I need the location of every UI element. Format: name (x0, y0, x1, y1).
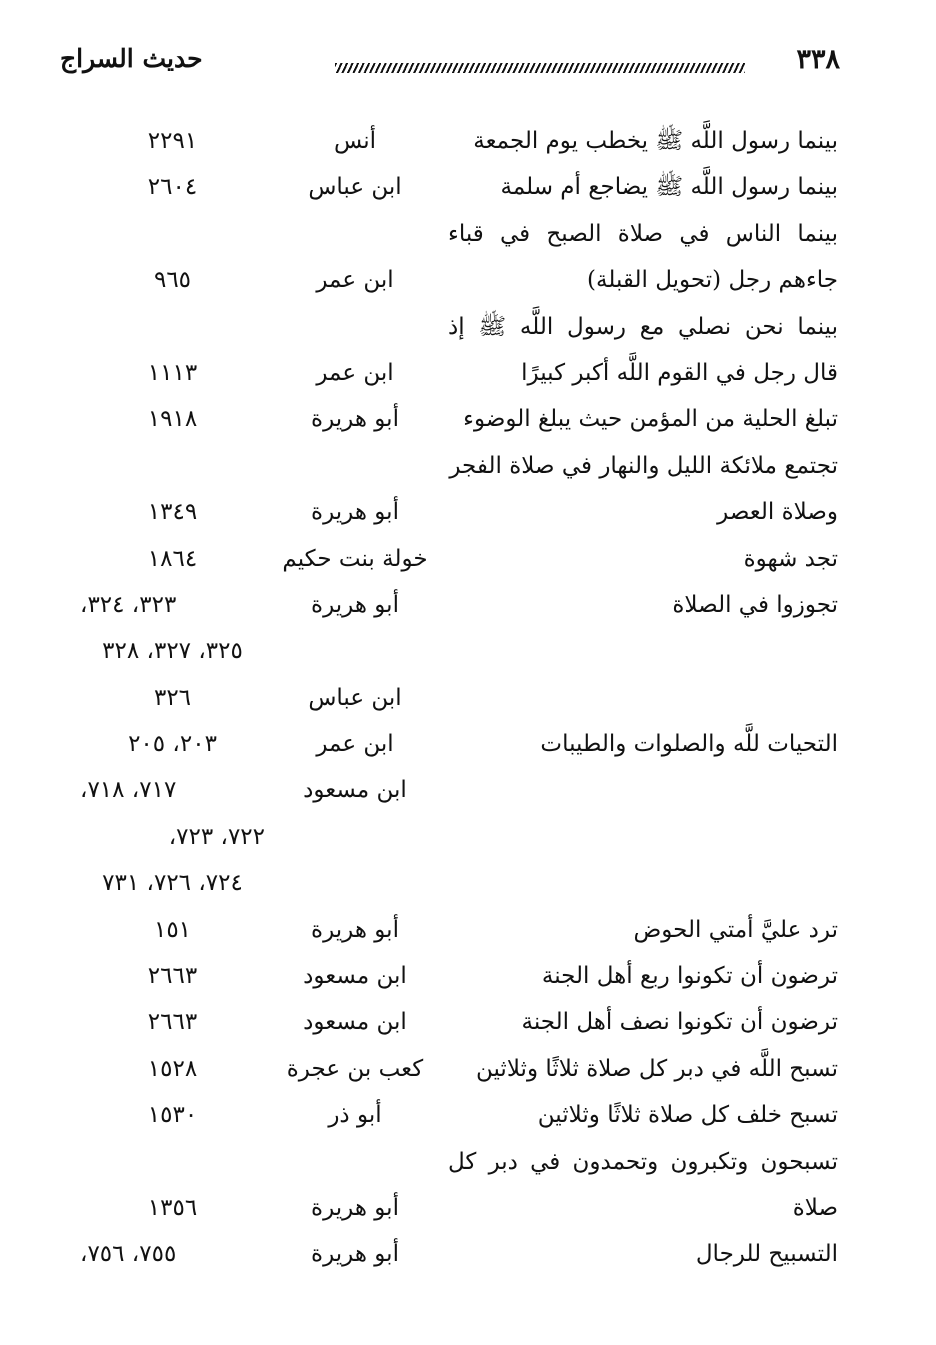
narrator: ابن مسعود (303, 963, 407, 990)
hadith-number: ٣٢٥، ٣٢٧، ٣٢٨ (102, 638, 243, 665)
hadith-text: وصلاة العصر (717, 499, 838, 526)
hadith-text: ترد عليَّ أمتي الحوض (633, 916, 838, 943)
hadith-number: ٢٦٦٣ (147, 963, 198, 990)
index-row (0, 118, 936, 164)
index-row (0, 443, 936, 489)
hadith-number: ٧٥٥، ٧٥٦، (80, 1241, 177, 1268)
hadith-text: تسبح اللَّه في دبر كل صلاة ثلاثًا وثلاثين (475, 1055, 838, 1082)
hadith-text: تبلغ الحلية من المؤمن حيث يبلغ الوضوء (463, 406, 838, 433)
hadith-text: تسبح خلف كل صلاة ثلاثًا وثلاثين (537, 1102, 838, 1129)
hadith-number: ١٥٢٨ (147, 1055, 198, 1082)
hadith-number: ١٥٣٠ (147, 1102, 198, 1129)
hadith-number: ٣٢٣، ٣٢٤، (80, 591, 177, 618)
index-row (0, 953, 936, 999)
narrator: خولة بنت حكيم (282, 545, 428, 572)
narrator: ابن عمر (316, 267, 394, 294)
hadith-number (80, 443, 265, 489)
hadith-text: بينما رسول اللَّه ﷺ يضاجع أم سلمة (500, 174, 838, 201)
hadith-text: التحيات للَّه والصلوات والطيبات (540, 731, 838, 758)
hadith-number: ١٣٤٩ (147, 499, 198, 526)
index-row (0, 1139, 936, 1185)
index-row (0, 999, 936, 1045)
hadith-text: تسبحون وتكبرون وتحمدون في دبر كل (448, 1148, 838, 1175)
index-row (0, 1092, 936, 1138)
index-row (0, 628, 936, 674)
hadith-number (80, 304, 265, 350)
narrator (270, 814, 440, 860)
hadith-number: ٢٢٩١ (147, 128, 198, 154)
index-row (0, 1185, 936, 1231)
hadith-text (448, 814, 838, 860)
hadith-text: قال رجل في القوم اللَّه أكبر كبيرًا (521, 359, 838, 386)
index-row (0, 350, 936, 396)
narrator (270, 628, 440, 674)
hadith-number: ٢٦٠٤ (147, 174, 198, 201)
hadith-number: ١٥١ (153, 916, 192, 943)
hadith-text: بينما نحن نصلي مع رسول اللَّه ﷺ إذ (448, 313, 838, 340)
hadith-text: تجتمع ملائكة الليل والنهار في صلاة الفجر (449, 452, 838, 479)
index-row (0, 582, 936, 628)
narrator: أبو هريرة (311, 406, 399, 433)
index-row (0, 1231, 936, 1277)
narrator: أبو هريرة (311, 591, 399, 618)
index-row (0, 860, 936, 906)
hadith-number: ١٩١٨ (147, 406, 198, 433)
hadith-text: بينما رسول اللَّه ﷺ يخطب يوم الجمعة (473, 128, 838, 154)
index-row (0, 814, 936, 860)
narrator: أبو هريرة (311, 499, 399, 526)
narrator: ابن مسعود (303, 1009, 407, 1036)
index-row (0, 907, 936, 953)
header-rule (335, 63, 745, 73)
index-row (0, 396, 936, 442)
hadith-number: ٩٦٥ (153, 267, 192, 294)
hadith-number: ١٨٦٤ (147, 545, 198, 572)
narrator (270, 860, 440, 906)
index-row (0, 721, 936, 767)
index-row (0, 675, 936, 721)
hadith-number: ٢٦٦٣ (147, 1009, 198, 1036)
narrator (270, 304, 440, 350)
hadith-number: ٢٠٣، ٢٠٥ (128, 731, 217, 758)
hadith-text: ترضون أن تكونوا نصف أهل الجنة (521, 1009, 838, 1036)
index-row (0, 767, 936, 813)
narrator: ابن عمر (316, 731, 394, 758)
hadith-number: ٧٢٤، ٧٢٦، ٧٣١ (102, 870, 243, 897)
narrator (270, 443, 440, 489)
hadith-number: ١٣٥٦ (147, 1194, 198, 1221)
index-row (0, 164, 936, 210)
book-title: حديث السراج (60, 44, 203, 73)
hadith-index-table (0, 118, 936, 1278)
narrator: ابن مسعود (303, 777, 407, 804)
index-row (0, 257, 936, 303)
hadith-text (448, 860, 838, 906)
narrator: أنس (333, 128, 377, 154)
hadith-number: ٧١٧، ٧١٨، (80, 777, 177, 804)
narrator: أبو هريرة (311, 916, 399, 943)
hadith-number: ١١١٣ (147, 359, 198, 386)
hadith-number (80, 211, 265, 257)
hadith-text: بينما الناس في صلاة الصبح في قباء (448, 220, 838, 247)
narrator (270, 1139, 440, 1185)
narrator: كعب بن عجرة (286, 1055, 424, 1082)
index-row (0, 211, 936, 257)
hadith-text: ترضون أن تكونوا ربع أهل الجنة (541, 963, 838, 990)
hadith-text (448, 675, 838, 721)
hadith-text (448, 767, 838, 813)
page-number: ٣٣٨ (796, 44, 840, 75)
index-row (0, 304, 936, 350)
narrator: ابن عمر (316, 359, 394, 386)
hadith-number: ٣٢٦ (153, 684, 192, 711)
narrator: أبو ذر (328, 1102, 382, 1129)
hadith-text (448, 628, 838, 674)
hadith-number (80, 1139, 265, 1185)
narrator: ابن عباس (308, 174, 402, 201)
index-row (0, 1046, 936, 1092)
hadith-text: تجوزوا في الصلاة (672, 591, 838, 618)
index-row (0, 536, 936, 582)
index-row (0, 489, 936, 535)
page-header (60, 40, 850, 90)
narrator: أبو هريرة (311, 1194, 399, 1221)
narrator: ابن عباس (308, 684, 402, 711)
hadith-text: تجد شهوة (743, 545, 838, 572)
narrator (270, 211, 440, 257)
hadith-text: جاءهم رجل (تحويل القبلة) (587, 267, 838, 294)
hadith-number: ٧٢٢، ٧٢٣، (168, 823, 265, 850)
hadith-text: التسبيح للرجال (695, 1241, 838, 1268)
hadith-text: صلاة (792, 1194, 838, 1221)
narrator: أبو هريرة (311, 1241, 399, 1268)
